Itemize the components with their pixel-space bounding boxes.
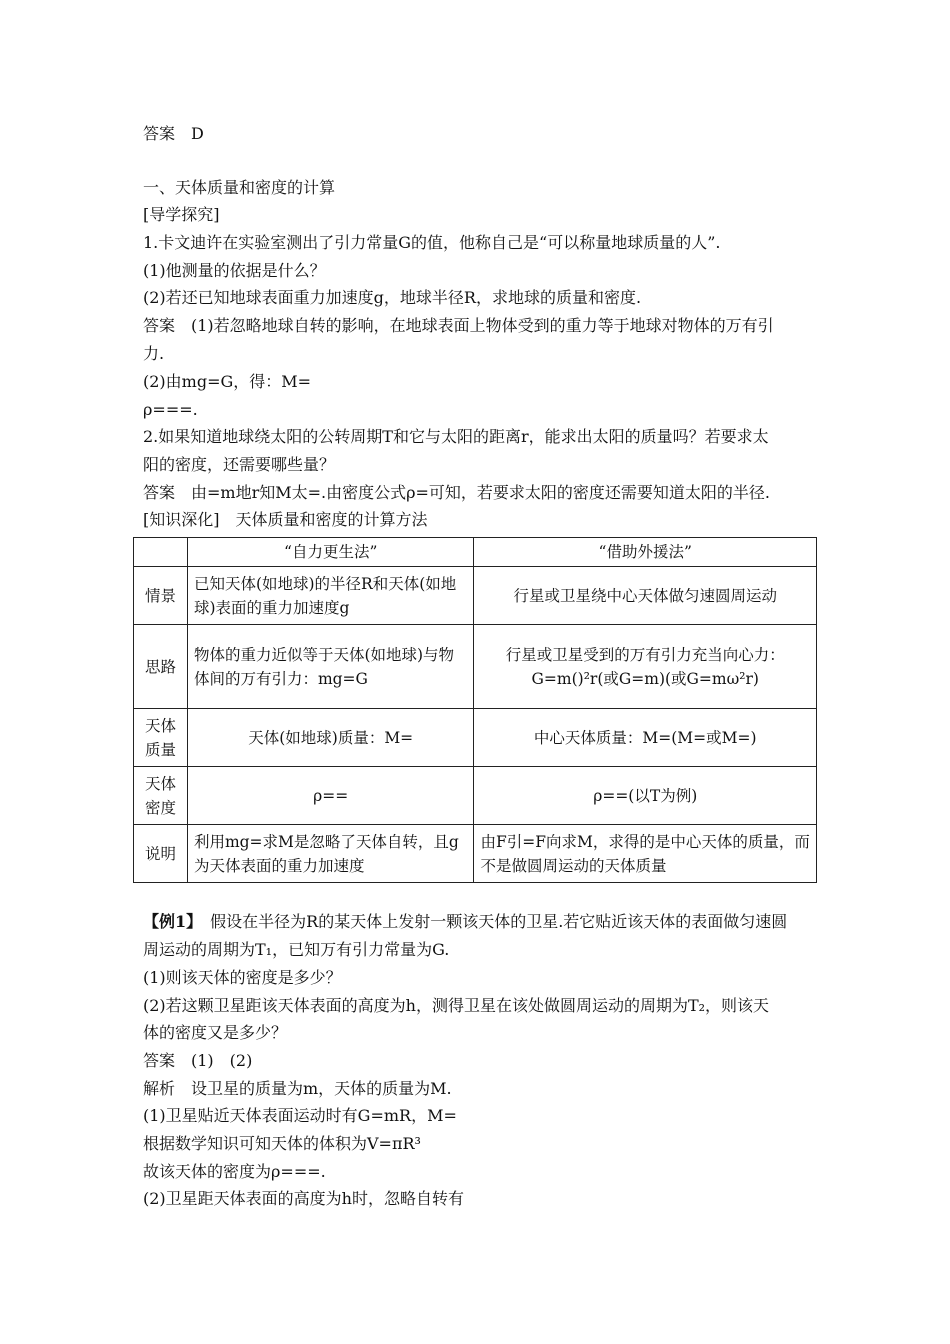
- row-cell: 中心天体质量：M=(M=或M=): [474, 709, 817, 767]
- example-answer: 答案 (1) (2): [143, 1051, 253, 1070]
- row-cell: ρ==(以T为例): [474, 767, 817, 825]
- row-cell: 天体(如地球)质量：M=: [187, 709, 474, 767]
- table-header-self-reliance: “自力更生法”: [187, 538, 474, 567]
- table-row: [134, 567, 817, 625]
- answer-1-line-1: 答案 (1)若忽略地球自转的影响，在地球表面上物体受到的重力等于地球对物体的万有引: [143, 316, 774, 335]
- row-cell: ρ==: [187, 767, 474, 825]
- answer-1-line-4: ρ===.: [143, 400, 198, 419]
- example-step-3: 故该天体的密度为ρ===.: [143, 1162, 326, 1181]
- row-cell: 由F引=F向求M，求得的是中心天体的质量，而不是做圆周运动的天体质量: [474, 825, 817, 883]
- row-cell: 行星或卫星绕中心天体做匀速圆周运动: [474, 567, 817, 625]
- table-row: [134, 625, 817, 709]
- table-row: [134, 767, 817, 825]
- example-text: 假设在半径为R的某天体上发射一颗该天体的卫星.若它贴近该天体的表面做匀速圆: [194, 912, 788, 931]
- table-row: [134, 825, 817, 883]
- example-question-1: (1)则该天体的密度是多少？: [143, 968, 342, 987]
- example-step-2: 根据数学知识可知天体的体积为V=πR³: [143, 1134, 421, 1153]
- answer-1-line-2: 力.: [143, 344, 165, 363]
- question-1-part-1: (1)他测量的依据是什么？: [143, 261, 326, 280]
- example-question-2-line-1: (2)若这颗卫星距该天体表面的高度为h，测得卫星在该处做圆周运动的周期为T₂，则该天: [143, 996, 770, 1015]
- example-tag: 【例1】: [143, 912, 195, 931]
- question-2-line-2: 阳的密度，还需要哪些量？: [143, 455, 336, 474]
- row-label: 情景: [134, 567, 188, 625]
- answer-2: 答案 由=m地r知M太=.由密度公式ρ=可知，若要求太阳的密度还需要知道太阳的半径.: [143, 483, 771, 502]
- answer-1-line-3: (2)由mg=G，得：M=: [143, 372, 312, 391]
- row-cell: 物体的重力近似等于天体(如地球)与物体间的万有引力：mg=G: [187, 625, 474, 709]
- example-line-2: 周运动的周期为T₁，已知万有引力常量为G.: [143, 940, 450, 959]
- row-label: 天体质量: [134, 709, 188, 767]
- row-label: 天体密度: [134, 767, 188, 825]
- example-step-1: (1)卫星贴近天体表面运动时有G=mR，M=: [143, 1106, 457, 1125]
- row-label: 说明: [134, 825, 188, 883]
- answer-line: 答案 D: [143, 124, 204, 143]
- question-1-part-2: (2)若还已知地球表面重力加速度g，地球半径R，求地球的质量和密度.: [143, 288, 642, 307]
- example-step-4: (2)卫星距天体表面的高度为h时，忽略自转有: [143, 1189, 464, 1208]
- example-question-2-line-2: 体的密度又是多少？: [143, 1023, 288, 1042]
- guide-tag: [导学探究]: [143, 205, 220, 224]
- methods-table: [133, 537, 817, 883]
- question-1: 1.卡文迪许在实验室测出了引力常量G的值，他称自己是“可以称量地球质量的人”.: [143, 233, 721, 252]
- section-title: 一、天体质量和密度的计算: [143, 178, 336, 197]
- table-header-row: [134, 538, 817, 567]
- example-line-1: [143, 910, 787, 934]
- knowledge-heading: [知识深化] 天体质量和密度的计算方法: [143, 510, 428, 529]
- example-analysis: 解析 设卫星的质量为m，天体的质量为M.: [143, 1079, 452, 1098]
- question-2-line-1: 2.如果知道地球绕太阳的公转周期T和它与太阳的距离r，能求出太阳的质量吗？若要求太: [143, 427, 769, 446]
- row-cell: 利用mg=求M是忽略了天体自转，且g为天体表面的重力加速度: [187, 825, 474, 883]
- row-cell: 已知天体(如地球)的半径R和天体(如地球)表面的重力加速度g: [187, 567, 474, 625]
- table-header-empty: [134, 538, 188, 567]
- row-cell: 行星或卫星受到的万有引力充当向心力：G=m()²r(或G=m)(或G=mω²r): [474, 625, 817, 709]
- table-row: [134, 709, 817, 767]
- table-header-external-aid: “借助外援法”: [474, 538, 817, 567]
- row-label: 思路: [134, 625, 188, 709]
